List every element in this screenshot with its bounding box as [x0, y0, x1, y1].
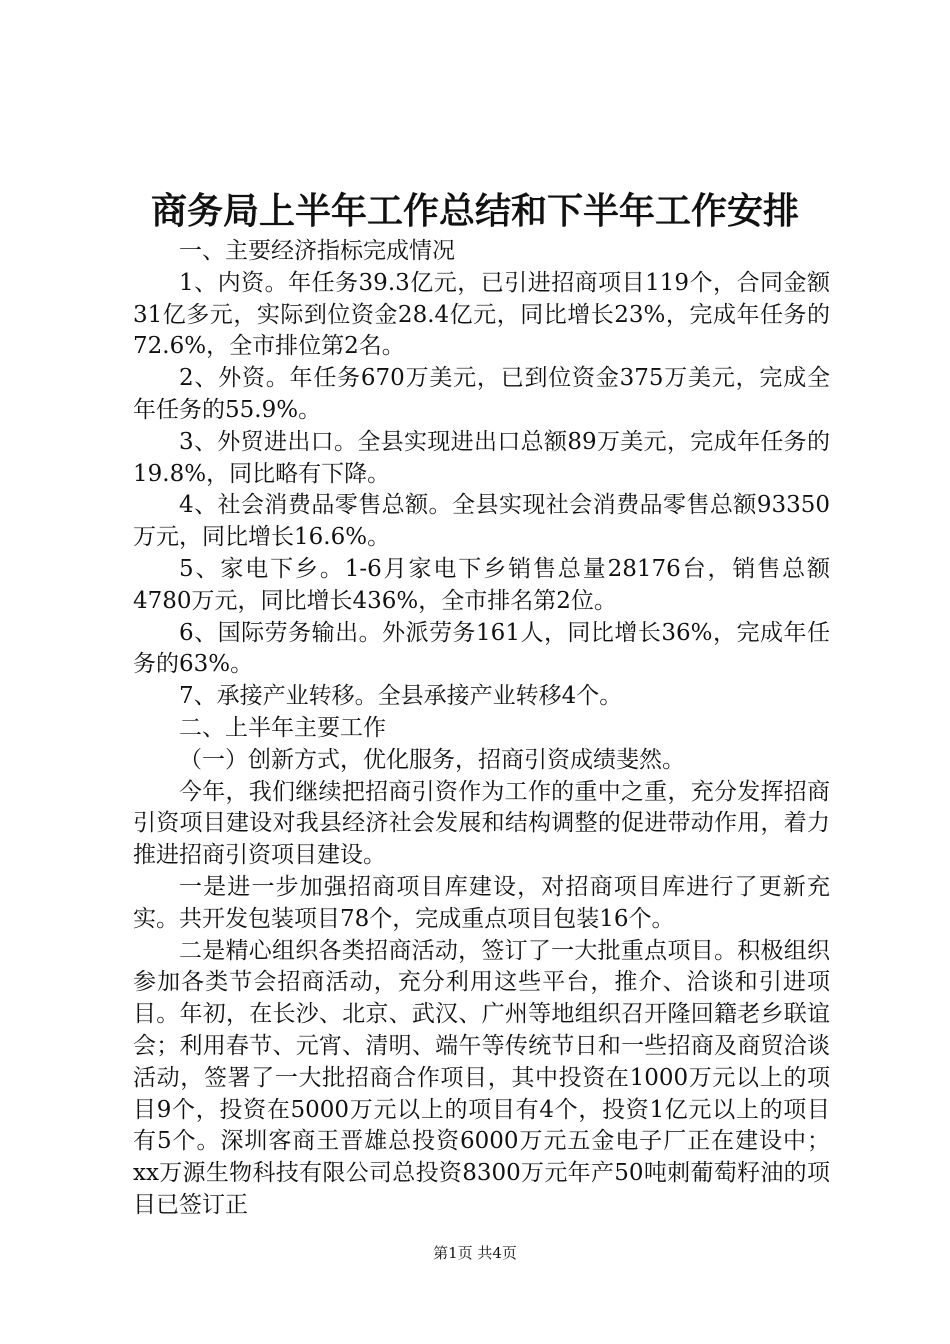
- paragraph: 1、内资。年任务39.3亿元，已引进招商项目119个，合同金额31亿多元，实际到位资金28.4亿元，同比增长23%，完成年任务的72.6%，全市排位第2名。: [133, 269, 830, 360]
- document-title: 商务局上半年工作总结和下半年工作安排: [150, 190, 799, 232]
- page-footer: 第1页 共4页: [433, 1244, 517, 1262]
- paragraph: 4、社会消费品零售总额。全县实现社会消费品零售总额93350万元，同比增长16.6%。: [133, 492, 830, 551]
- section-heading: 一、主要经济指标完成情况: [179, 238, 455, 264]
- document-body: [133, 236, 830, 1222]
- section-heading: 二、上半年主要工作: [179, 714, 386, 741]
- paragraph: 6、国际劳务输出。外派劳务161人，同比增长36%，完成年任务的63%。: [133, 619, 830, 678]
- paragraph: 一是进一步加强招商项目库建设，对招商项目库进行了更新充实。共开发包装项目78个，完成重点项目包装16个。: [133, 873, 830, 932]
- paragraph: 2、外资。年任务670万美元，已到位资金375万美元，完成全年任务的55.9%。: [133, 365, 830, 423]
- paragraph: 3、外贸进出口。全县实现进出口总额89万美元，完成年任务的19.8%，同比略有下降。: [133, 428, 830, 487]
- subsection-heading: （一）创新方式，优化服务，招商引资成绩斐然。: [179, 746, 685, 773]
- paragraph: 7、承接产业转移。全县承接产业转移4个。: [179, 683, 623, 710]
- paragraph: 二是精心组织各类招商活动，签订了一大批重点项目。积极组织参加各类节会招商活动，充分利用这些平台，推介、洽谈和引进项目。年初，在长沙、北京、武汉、广州等地组织召开隆回籍老乡联谊会；利用春节、元宵、清明、端午等传统节日和一些招商及商贸洽谈活动，签署了一大批招商合作项目，其中投资在1000万元以上的项目9个，投资在5000万元以上的项目有4个，投资1亿元以上的项目有5个。深圳客商王晋雄总投资6000万元五金电子厂正在建设中；xx万源生物科技有限公司总投资8300万元年产50吨刺葡萄籽油的项目已签订正: [133, 937, 830, 1218]
- paragraph: 今年，我们继续把招商引资作为工作的重中之重，充分发挥招商引资项目建设对我县经济社会发展和结构调整的促进带动作用，着力推进招商引资项目建设。: [133, 778, 830, 869]
- paragraph: 5、家电下乡。1-6月家电下乡销售总量28176台，销售总额4780万元，同比增长436%，全市排名第2位。: [133, 555, 830, 614]
